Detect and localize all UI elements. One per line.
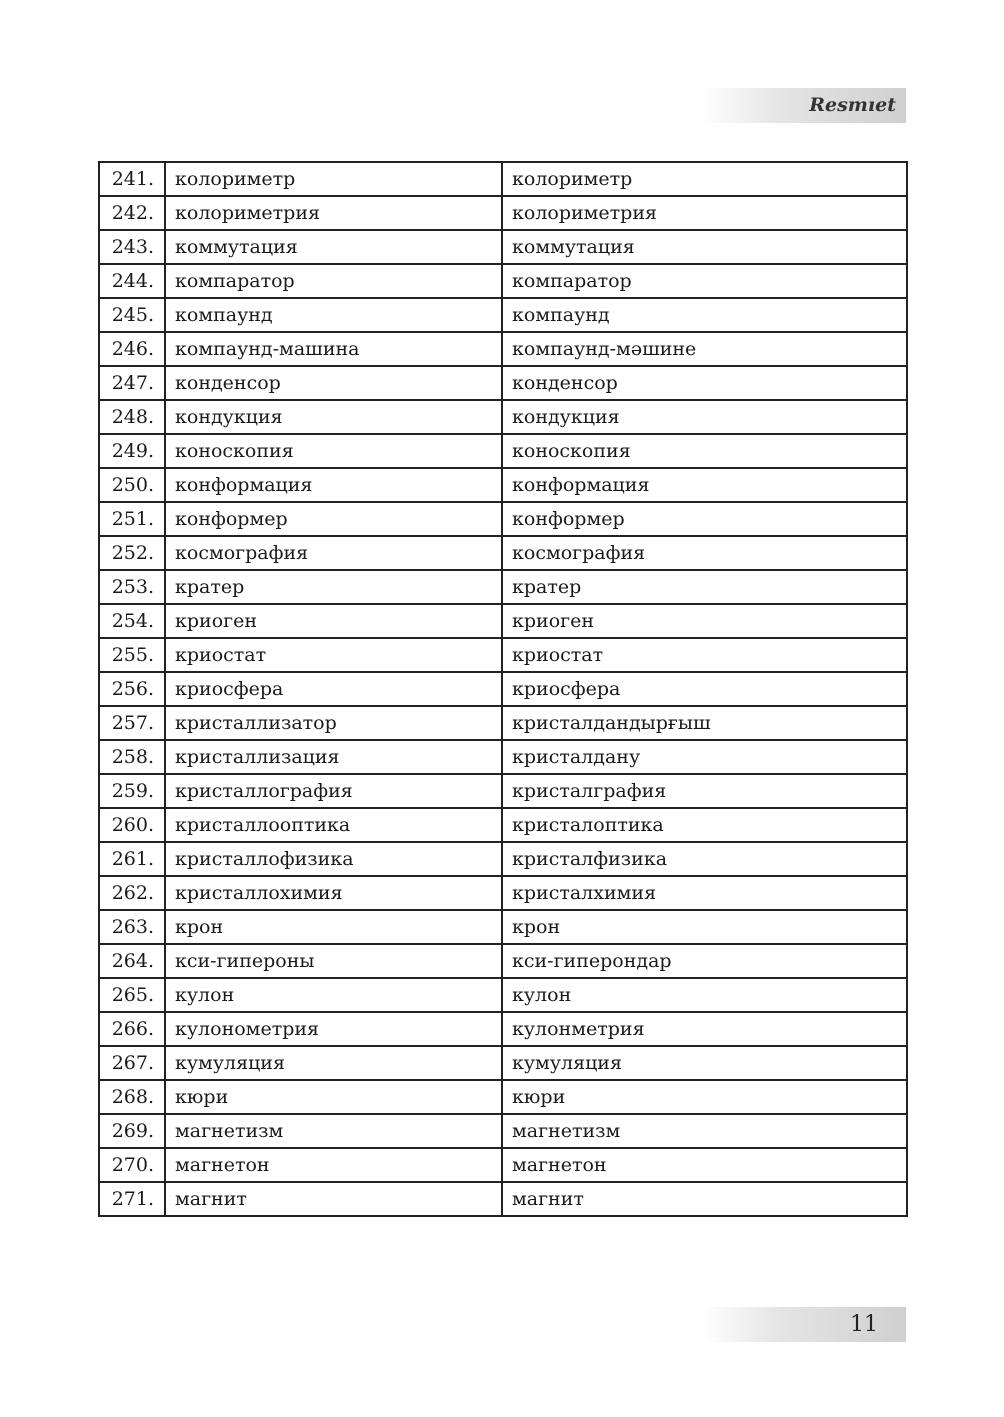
- term-kazakh: колориметр: [502, 162, 907, 196]
- page-number: 11: [850, 1312, 878, 1337]
- term-kazakh: коммутация: [502, 230, 907, 264]
- table-row: [99, 604, 907, 638]
- table-row: [99, 264, 907, 298]
- row-number: 267.: [99, 1046, 165, 1080]
- row-number: 260.: [99, 808, 165, 842]
- table-row: [99, 1114, 907, 1148]
- term-kazakh: конденсор: [502, 366, 907, 400]
- term-kazakh: криоген: [502, 604, 907, 638]
- term-kazakh: кристалфизика: [502, 842, 907, 876]
- term-kazakh: компаунд: [502, 298, 907, 332]
- row-number: 265.: [99, 978, 165, 1012]
- row-number: 244.: [99, 264, 165, 298]
- row-number: 253.: [99, 570, 165, 604]
- row-number: 243.: [99, 230, 165, 264]
- header-label: Resmıet: [809, 94, 896, 116]
- term-kazakh: коноскопия: [502, 434, 907, 468]
- row-number: 259.: [99, 774, 165, 808]
- term-kazakh: кондукция: [502, 400, 907, 434]
- term-kazakh: магнетизм: [502, 1114, 907, 1148]
- table-row: [99, 298, 907, 332]
- table-row: [99, 230, 907, 264]
- table-row: [99, 162, 907, 196]
- table-row: [99, 332, 907, 366]
- term-kazakh: магнит: [502, 1182, 907, 1216]
- table-row: [99, 808, 907, 842]
- term-russian: магнетизм: [165, 1114, 502, 1148]
- term-russian: кристаллизатор: [165, 706, 502, 740]
- term-table: [98, 161, 908, 1217]
- table-row: [99, 774, 907, 808]
- term-russian: кондукция: [165, 400, 502, 434]
- table-row: [99, 536, 907, 570]
- row-number: 262.: [99, 876, 165, 910]
- table-row: [99, 638, 907, 672]
- row-number: 258.: [99, 740, 165, 774]
- table-row: [99, 1046, 907, 1080]
- table-row: [99, 1182, 907, 1216]
- table-row: [99, 672, 907, 706]
- term-table-body: [99, 162, 907, 1216]
- term-kazakh: кумуляция: [502, 1046, 907, 1080]
- row-number: 248.: [99, 400, 165, 434]
- term-russian: компаратор: [165, 264, 502, 298]
- term-kazakh: кристалдандырғыш: [502, 706, 907, 740]
- term-russian: кулон: [165, 978, 502, 1012]
- term-russian: кристаллооптика: [165, 808, 502, 842]
- row-number: 261.: [99, 842, 165, 876]
- term-kazakh: конформер: [502, 502, 907, 536]
- term-russian: коммутация: [165, 230, 502, 264]
- term-russian: компаунд-машина: [165, 332, 502, 366]
- table-row: [99, 978, 907, 1012]
- row-number: 252.: [99, 536, 165, 570]
- term-kazakh: кристалоптика: [502, 808, 907, 842]
- term-kazakh: конформация: [502, 468, 907, 502]
- row-number: 242.: [99, 196, 165, 230]
- term-russian: космография: [165, 536, 502, 570]
- term-kazakh: кюри: [502, 1080, 907, 1114]
- term-kazakh: кристалхимия: [502, 876, 907, 910]
- term-kazakh: крон: [502, 910, 907, 944]
- term-kazakh: компаратор: [502, 264, 907, 298]
- term-russian: коноскопия: [165, 434, 502, 468]
- table-row: [99, 1012, 907, 1046]
- term-russian: кристаллография: [165, 774, 502, 808]
- table-row: [99, 400, 907, 434]
- term-kazakh: кратер: [502, 570, 907, 604]
- term-russian: крон: [165, 910, 502, 944]
- table-row: [99, 740, 907, 774]
- term-kazakh: кулонметрия: [502, 1012, 907, 1046]
- row-number: 247.: [99, 366, 165, 400]
- table-row: [99, 468, 907, 502]
- term-kazakh: кси-гиперондар: [502, 944, 907, 978]
- term-kazakh: магнетон: [502, 1148, 907, 1182]
- term-kazakh: кристалдану: [502, 740, 907, 774]
- term-russian: кулонометрия: [165, 1012, 502, 1046]
- table-row: [99, 910, 907, 944]
- row-number: 257.: [99, 706, 165, 740]
- term-russian: колориметр: [165, 162, 502, 196]
- term-russian: криоген: [165, 604, 502, 638]
- row-number: 241.: [99, 162, 165, 196]
- table-row: [99, 876, 907, 910]
- table-row: [99, 706, 907, 740]
- row-number: 266.: [99, 1012, 165, 1046]
- table-row: [99, 434, 907, 468]
- term-kazakh: кулон: [502, 978, 907, 1012]
- row-number: 250.: [99, 468, 165, 502]
- term-russian: конденсор: [165, 366, 502, 400]
- term-kazakh: кристалграфия: [502, 774, 907, 808]
- term-russian: конформер: [165, 502, 502, 536]
- row-number: 264.: [99, 944, 165, 978]
- table-row: [99, 366, 907, 400]
- row-number: 270.: [99, 1148, 165, 1182]
- term-russian: кристаллохимия: [165, 876, 502, 910]
- row-number: 268.: [99, 1080, 165, 1114]
- term-kazakh: криосфера: [502, 672, 907, 706]
- header-band: [702, 88, 906, 123]
- row-number: 245.: [99, 298, 165, 332]
- term-kazakh: космография: [502, 536, 907, 570]
- row-number: 254.: [99, 604, 165, 638]
- term-kazakh: компаунд-мәшине: [502, 332, 907, 366]
- table-row: [99, 1148, 907, 1182]
- term-russian: кратер: [165, 570, 502, 604]
- table-row: [99, 1080, 907, 1114]
- row-number: 256.: [99, 672, 165, 706]
- term-kazakh: криостат: [502, 638, 907, 672]
- row-number: 263.: [99, 910, 165, 944]
- table-row: [99, 944, 907, 978]
- term-russian: кристаллизация: [165, 740, 502, 774]
- term-russian: кумуляция: [165, 1046, 502, 1080]
- table-row: [99, 570, 907, 604]
- row-number: 269.: [99, 1114, 165, 1148]
- term-russian: магнит: [165, 1182, 502, 1216]
- term-russian: конформация: [165, 468, 502, 502]
- footer-band: [702, 1307, 906, 1342]
- term-kazakh: колориметрия: [502, 196, 907, 230]
- row-number: 251.: [99, 502, 165, 536]
- row-number: 246.: [99, 332, 165, 366]
- term-russian: криостат: [165, 638, 502, 672]
- term-russian: криосфера: [165, 672, 502, 706]
- row-number: 255.: [99, 638, 165, 672]
- term-russian: компаунд: [165, 298, 502, 332]
- table-row: [99, 842, 907, 876]
- row-number: 271.: [99, 1182, 165, 1216]
- term-russian: кюри: [165, 1080, 502, 1114]
- row-number: 249.: [99, 434, 165, 468]
- term-russian: колориметрия: [165, 196, 502, 230]
- term-russian: кси-гипероны: [165, 944, 502, 978]
- term-russian: кристаллофизика: [165, 842, 502, 876]
- table-row: [99, 196, 907, 230]
- term-russian: магнетон: [165, 1148, 502, 1182]
- table-row: [99, 502, 907, 536]
